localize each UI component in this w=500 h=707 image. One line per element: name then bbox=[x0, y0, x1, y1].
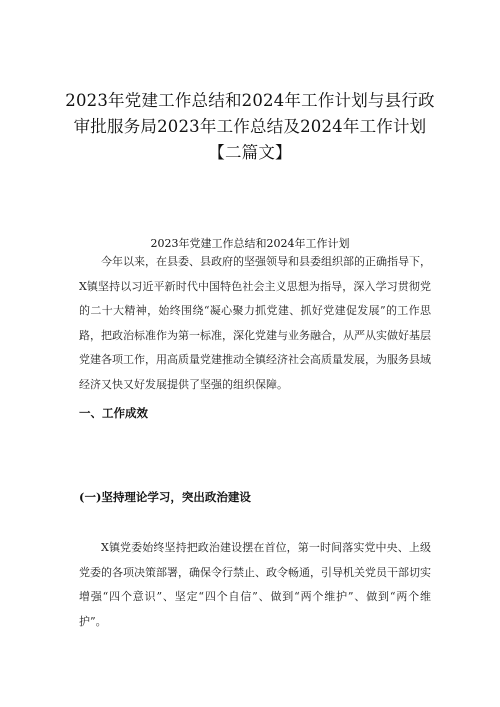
intro-paragraph: 今年以来，在县委、县政府的坚强领导和县委组织部的正确指导下，X镇坚持以习近平新时代中国特色社会主义思想为指导，深入学习贯彻党的二十大精神，始终围绕“凝心聚力抓党建、抓好党建促发展”的工作思路，把政治标准作为第一标准，深化党建与业务融合，从严从实做好基层党建各项工作，用高质量党建推动全镇经济社会高质量发展，为服务县域经济又快又好发展提供了坚强的组织保障。 bbox=[79, 255, 431, 391]
section-title: 2023年党建工作总结和2024年工作计划 bbox=[150, 237, 350, 250]
subheading-political-building: (一)坚持理论学习，突出政治建设 bbox=[79, 490, 251, 504]
document-title: 2023年党建工作总结和2024年工作计划与县行政审批服务局2023年工作总结及2024年工作计划【二篇文】 bbox=[65, 91, 435, 162]
heading-work-results: 一、工作成效 bbox=[79, 406, 148, 420]
body-paragraph: X镇党委始终坚持把政治建设摆在首位，第一时间落实党中央、上级党委的各项决策部署，确保令行禁止、政令畅通，引导机关党员干部切实增强“四个意识”、坚定“四个自信”、做到“两个维护”、做到“两个维护”。 bbox=[79, 541, 431, 628]
